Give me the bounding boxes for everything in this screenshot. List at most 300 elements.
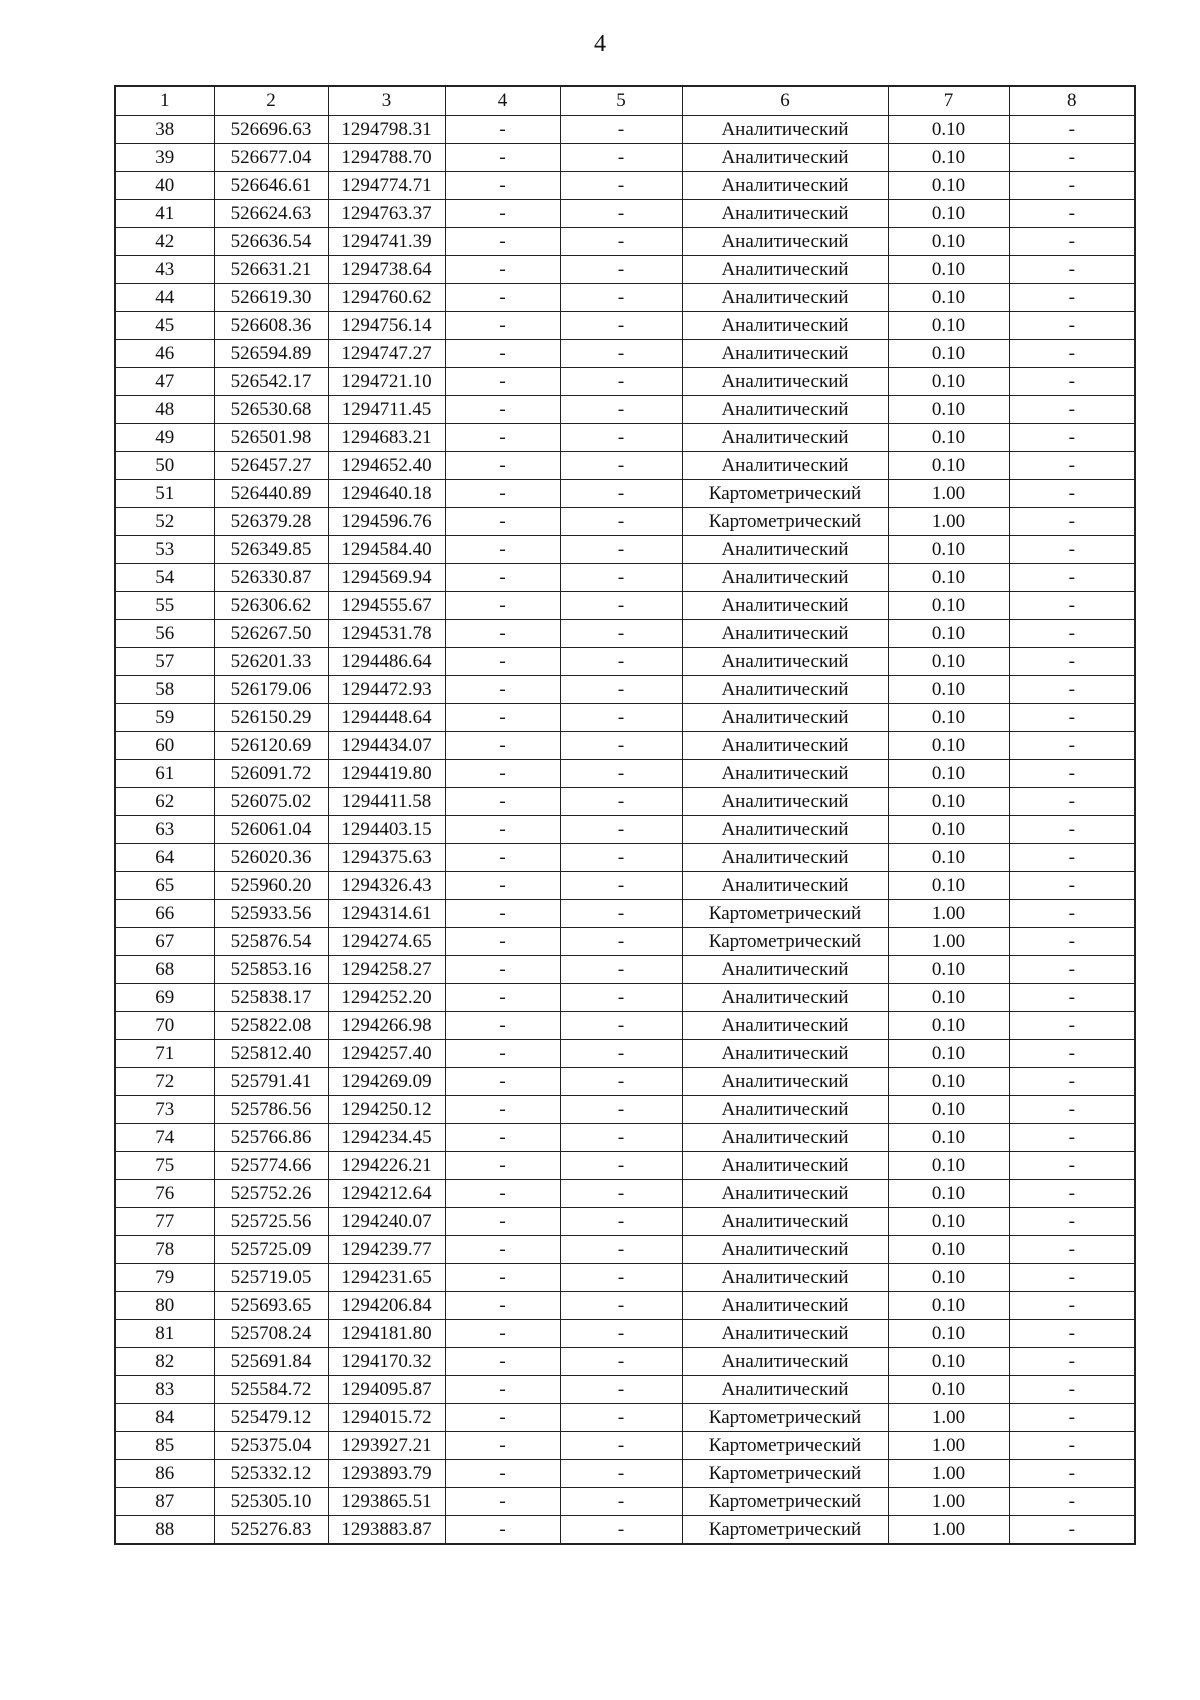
table-row: [115, 535, 1135, 563]
table-row: [115, 143, 1135, 171]
y-coordinate-cell: 1294747.27: [328, 339, 445, 367]
column-5-cell: -: [560, 1263, 682, 1291]
column-4-cell: -: [445, 367, 560, 395]
method-cell: Аналитический: [682, 1319, 888, 1347]
y-coordinate-cell: 1293883.87: [328, 1515, 445, 1544]
table-row: [115, 1515, 1135, 1544]
accuracy-cell: 0.10: [888, 451, 1009, 479]
accuracy-cell: 0.10: [888, 1151, 1009, 1179]
y-coordinate-cell: 1294206.84: [328, 1291, 445, 1319]
y-coordinate-cell: 1294531.78: [328, 619, 445, 647]
table-row: [115, 899, 1135, 927]
method-cell: Аналитический: [682, 339, 888, 367]
column-4-cell: -: [445, 339, 560, 367]
x-coordinate-cell: 525822.08: [214, 1011, 328, 1039]
table-row: [115, 563, 1135, 591]
column-8-cell: -: [1009, 227, 1135, 255]
column-4-cell: -: [445, 731, 560, 759]
column-8-cell: -: [1009, 759, 1135, 787]
column-4-cell: -: [445, 591, 560, 619]
table-row: [115, 1151, 1135, 1179]
column-8-cell: -: [1009, 983, 1135, 1011]
column-4-cell: -: [445, 675, 560, 703]
point-number-cell: 63: [115, 815, 214, 843]
column-4-cell: -: [445, 1319, 560, 1347]
method-cell: Аналитический: [682, 563, 888, 591]
column-5-cell: -: [560, 423, 682, 451]
table-row: [115, 1263, 1135, 1291]
column-8-cell: -: [1009, 1095, 1135, 1123]
y-coordinate-cell: 1294170.32: [328, 1347, 445, 1375]
x-coordinate-cell: 525812.40: [214, 1039, 328, 1067]
column-header: 7: [888, 86, 1009, 115]
point-number-cell: 83: [115, 1375, 214, 1403]
column-4-cell: -: [445, 227, 560, 255]
accuracy-cell: 0.10: [888, 675, 1009, 703]
column-8-cell: -: [1009, 339, 1135, 367]
point-number-cell: 61: [115, 759, 214, 787]
column-5-cell: -: [560, 1403, 682, 1431]
x-coordinate-cell: 526636.54: [214, 227, 328, 255]
point-number-cell: 71: [115, 1039, 214, 1067]
x-coordinate-cell: 525725.56: [214, 1207, 328, 1235]
column-5-cell: -: [560, 171, 682, 199]
method-cell: Аналитический: [682, 787, 888, 815]
accuracy-cell: 0.10: [888, 283, 1009, 311]
accuracy-cell: 0.10: [888, 703, 1009, 731]
method-cell: Аналитический: [682, 1151, 888, 1179]
point-number-cell: 42: [115, 227, 214, 255]
point-number-cell: 80: [115, 1291, 214, 1319]
table-row: [115, 1067, 1135, 1095]
accuracy-cell: 0.10: [888, 647, 1009, 675]
method-cell: Аналитический: [682, 675, 888, 703]
column-4-cell: -: [445, 1375, 560, 1403]
method-cell: Картометрический: [682, 507, 888, 535]
y-coordinate-cell: 1294314.61: [328, 899, 445, 927]
accuracy-cell: 0.10: [888, 1011, 1009, 1039]
table-row: [115, 647, 1135, 675]
column-header: 4: [445, 86, 560, 115]
column-8-cell: -: [1009, 451, 1135, 479]
table-row: [115, 423, 1135, 451]
point-number-cell: 40: [115, 171, 214, 199]
table-row: [115, 367, 1135, 395]
column-4-cell: -: [445, 171, 560, 199]
x-coordinate-cell: 525305.10: [214, 1487, 328, 1515]
column-5-cell: -: [560, 395, 682, 423]
y-coordinate-cell: 1294015.72: [328, 1403, 445, 1431]
column-4-cell: -: [445, 115, 560, 143]
y-coordinate-cell: 1294472.93: [328, 675, 445, 703]
accuracy-cell: 1.00: [888, 899, 1009, 927]
x-coordinate-cell: 525876.54: [214, 927, 328, 955]
x-coordinate-cell: 525786.56: [214, 1095, 328, 1123]
method-cell: Аналитический: [682, 1235, 888, 1263]
column-5-cell: -: [560, 563, 682, 591]
accuracy-cell: 0.10: [888, 1123, 1009, 1151]
column-5-cell: -: [560, 815, 682, 843]
table-row: [115, 451, 1135, 479]
table-row: [115, 1207, 1135, 1235]
method-cell: Аналитический: [682, 1375, 888, 1403]
page-number: 4: [594, 31, 606, 57]
point-number-cell: 82: [115, 1347, 214, 1375]
y-coordinate-cell: 1294252.20: [328, 983, 445, 1011]
column-8-cell: -: [1009, 1319, 1135, 1347]
column-4-cell: -: [445, 283, 560, 311]
accuracy-cell: 0.10: [888, 591, 1009, 619]
column-4-cell: -: [445, 535, 560, 563]
column-8-cell: -: [1009, 927, 1135, 955]
table-row: [115, 1431, 1135, 1459]
column-4-cell: -: [445, 871, 560, 899]
point-number-cell: 86: [115, 1459, 214, 1487]
x-coordinate-cell: 525584.72: [214, 1375, 328, 1403]
table-row: [115, 1235, 1135, 1263]
accuracy-cell: 0.10: [888, 1207, 1009, 1235]
accuracy-cell: 0.10: [888, 731, 1009, 759]
accuracy-cell: 1.00: [888, 927, 1009, 955]
method-cell: Картометрический: [682, 927, 888, 955]
method-cell: Картометрический: [682, 1515, 888, 1544]
column-8-cell: -: [1009, 1011, 1135, 1039]
y-coordinate-cell: 1294738.64: [328, 255, 445, 283]
point-number-cell: 38: [115, 115, 214, 143]
table-row: [115, 1179, 1135, 1207]
x-coordinate-cell: 526696.63: [214, 115, 328, 143]
table-row: [115, 283, 1135, 311]
x-coordinate-cell: 525708.24: [214, 1319, 328, 1347]
x-coordinate-cell: 525853.16: [214, 955, 328, 983]
table-row: [115, 1347, 1135, 1375]
column-4-cell: -: [445, 927, 560, 955]
column-8-cell: -: [1009, 843, 1135, 871]
column-4-cell: -: [445, 1095, 560, 1123]
y-coordinate-cell: 1294555.67: [328, 591, 445, 619]
y-coordinate-cell: 1294788.70: [328, 143, 445, 171]
y-coordinate-cell: 1294240.07: [328, 1207, 445, 1235]
column-4-cell: -: [445, 955, 560, 983]
column-4-cell: -: [445, 1067, 560, 1095]
method-cell: Картометрический: [682, 1459, 888, 1487]
column-4-cell: -: [445, 1179, 560, 1207]
accuracy-cell: 0.10: [888, 339, 1009, 367]
y-coordinate-cell: 1294257.40: [328, 1039, 445, 1067]
accuracy-cell: 0.10: [888, 535, 1009, 563]
point-number-cell: 52: [115, 507, 214, 535]
column-8-cell: -: [1009, 507, 1135, 535]
y-coordinate-cell: 1294434.07: [328, 731, 445, 759]
table-row: [115, 983, 1135, 1011]
accuracy-cell: 0.10: [888, 395, 1009, 423]
x-coordinate-cell: 526075.02: [214, 787, 328, 815]
x-coordinate-cell: 526330.87: [214, 563, 328, 591]
x-coordinate-cell: 526306.62: [214, 591, 328, 619]
point-number-cell: 66: [115, 899, 214, 927]
point-number-cell: 72: [115, 1067, 214, 1095]
method-cell: Аналитический: [682, 1207, 888, 1235]
column-4-cell: -: [445, 1291, 560, 1319]
table-row: [115, 395, 1135, 423]
table-row: [115, 227, 1135, 255]
accuracy-cell: 0.10: [888, 1319, 1009, 1347]
point-number-cell: 41: [115, 199, 214, 227]
column-header: 2: [214, 86, 328, 115]
column-4-cell: -: [445, 479, 560, 507]
point-number-cell: 77: [115, 1207, 214, 1235]
column-4-cell: -: [445, 1347, 560, 1375]
y-coordinate-cell: 1294375.63: [328, 843, 445, 871]
column-5-cell: -: [560, 1347, 682, 1375]
table-row: [115, 787, 1135, 815]
x-coordinate-cell: 525791.41: [214, 1067, 328, 1095]
table-row: [115, 311, 1135, 339]
column-5-cell: -: [560, 115, 682, 143]
table-row: [115, 1291, 1135, 1319]
method-cell: Картометрический: [682, 479, 888, 507]
point-number-cell: 65: [115, 871, 214, 899]
table-row: [115, 759, 1135, 787]
table-row: [115, 255, 1135, 283]
point-number-cell: 75: [115, 1151, 214, 1179]
column-8-cell: -: [1009, 955, 1135, 983]
point-number-cell: 56: [115, 619, 214, 647]
header-row: [115, 86, 1135, 115]
y-coordinate-cell: 1294760.62: [328, 283, 445, 311]
column-4-cell: -: [445, 423, 560, 451]
column-8-cell: -: [1009, 1347, 1135, 1375]
column-4-cell: -: [445, 619, 560, 647]
x-coordinate-cell: 526631.21: [214, 255, 328, 283]
accuracy-cell: 1.00: [888, 507, 1009, 535]
method-cell: Аналитический: [682, 535, 888, 563]
column-5-cell: -: [560, 339, 682, 367]
column-5-cell: -: [560, 1123, 682, 1151]
point-number-cell: 54: [115, 563, 214, 591]
column-4-cell: -: [445, 787, 560, 815]
x-coordinate-cell: 526624.63: [214, 199, 328, 227]
column-5-cell: -: [560, 479, 682, 507]
column-8-cell: -: [1009, 675, 1135, 703]
x-coordinate-cell: 526501.98: [214, 423, 328, 451]
column-4-cell: -: [445, 1263, 560, 1291]
column-5-cell: -: [560, 1235, 682, 1263]
point-number-cell: 49: [115, 423, 214, 451]
x-coordinate-cell: 525933.56: [214, 899, 328, 927]
column-5-cell: -: [560, 1487, 682, 1515]
method-cell: Аналитический: [682, 1263, 888, 1291]
column-5-cell: -: [560, 703, 682, 731]
method-cell: Аналитический: [682, 731, 888, 759]
method-cell: Аналитический: [682, 1291, 888, 1319]
y-coordinate-cell: 1294181.80: [328, 1319, 445, 1347]
y-coordinate-cell: 1294486.64: [328, 647, 445, 675]
method-cell: Аналитический: [682, 955, 888, 983]
x-coordinate-cell: 526440.89: [214, 479, 328, 507]
x-coordinate-cell: 526120.69: [214, 731, 328, 759]
column-5-cell: -: [560, 451, 682, 479]
method-cell: Аналитический: [682, 871, 888, 899]
method-cell: Аналитический: [682, 283, 888, 311]
accuracy-cell: 0.10: [888, 1067, 1009, 1095]
point-number-cell: 73: [115, 1095, 214, 1123]
x-coordinate-cell: 526061.04: [214, 815, 328, 843]
table-row: [115, 955, 1135, 983]
column-8-cell: -: [1009, 367, 1135, 395]
column-4-cell: -: [445, 1515, 560, 1544]
column-5-cell: -: [560, 983, 682, 1011]
column-8-cell: -: [1009, 1179, 1135, 1207]
column-5-cell: -: [560, 1095, 682, 1123]
point-number-cell: 79: [115, 1263, 214, 1291]
y-coordinate-cell: 1294448.64: [328, 703, 445, 731]
method-cell: Аналитический: [682, 395, 888, 423]
x-coordinate-cell: 525774.66: [214, 1151, 328, 1179]
table-row: [115, 731, 1135, 759]
accuracy-cell: 1.00: [888, 1431, 1009, 1459]
column-8-cell: -: [1009, 311, 1135, 339]
table-row: [115, 927, 1135, 955]
accuracy-cell: 1.00: [888, 1403, 1009, 1431]
column-5-cell: -: [560, 647, 682, 675]
method-cell: Аналитический: [682, 1123, 888, 1151]
column-8-cell: -: [1009, 1291, 1135, 1319]
x-coordinate-cell: 525691.84: [214, 1347, 328, 1375]
column-5-cell: -: [560, 1039, 682, 1067]
column-5-cell: -: [560, 367, 682, 395]
method-cell: Аналитический: [682, 1347, 888, 1375]
accuracy-cell: 0.10: [888, 1235, 1009, 1263]
column-4-cell: -: [445, 1039, 560, 1067]
column-5-cell: -: [560, 199, 682, 227]
x-coordinate-cell: 525725.09: [214, 1235, 328, 1263]
x-coordinate-cell: 525693.65: [214, 1291, 328, 1319]
point-number-cell: 78: [115, 1235, 214, 1263]
table-row: [115, 619, 1135, 647]
x-coordinate-cell: 525719.05: [214, 1263, 328, 1291]
column-8-cell: -: [1009, 479, 1135, 507]
column-header: 1: [115, 86, 214, 115]
point-number-cell: 53: [115, 535, 214, 563]
column-5-cell: -: [560, 759, 682, 787]
method-cell: Аналитический: [682, 1011, 888, 1039]
column-4-cell: -: [445, 703, 560, 731]
column-8-cell: -: [1009, 199, 1135, 227]
y-coordinate-cell: 1294721.10: [328, 367, 445, 395]
point-number-cell: 50: [115, 451, 214, 479]
y-coordinate-cell: 1294596.76: [328, 507, 445, 535]
column-4-cell: -: [445, 451, 560, 479]
column-5-cell: -: [560, 1207, 682, 1235]
column-header: 6: [682, 86, 888, 115]
column-5-cell: -: [560, 535, 682, 563]
y-coordinate-cell: 1294763.37: [328, 199, 445, 227]
column-5-cell: -: [560, 1319, 682, 1347]
method-cell: Картометрический: [682, 1431, 888, 1459]
column-8-cell: -: [1009, 647, 1135, 675]
method-cell: Аналитический: [682, 199, 888, 227]
point-number-cell: 76: [115, 1179, 214, 1207]
column-4-cell: -: [445, 815, 560, 843]
column-4-cell: -: [445, 1459, 560, 1487]
column-8-cell: -: [1009, 1487, 1135, 1515]
method-cell: Аналитический: [682, 423, 888, 451]
method-cell: Аналитический: [682, 983, 888, 1011]
point-number-cell: 62: [115, 787, 214, 815]
column-4-cell: -: [445, 1151, 560, 1179]
x-coordinate-cell: 526457.27: [214, 451, 328, 479]
column-8-cell: -: [1009, 1123, 1135, 1151]
method-cell: Картометрический: [682, 1403, 888, 1431]
method-cell: Аналитический: [682, 843, 888, 871]
point-number-cell: 60: [115, 731, 214, 759]
y-coordinate-cell: 1294652.40: [328, 451, 445, 479]
accuracy-cell: 0.10: [888, 1095, 1009, 1123]
y-coordinate-cell: 1294250.12: [328, 1095, 445, 1123]
table-row: [115, 871, 1135, 899]
column-5-cell: -: [560, 1431, 682, 1459]
column-8-cell: -: [1009, 591, 1135, 619]
table-row: [115, 815, 1135, 843]
point-number-cell: 47: [115, 367, 214, 395]
column-4-cell: -: [445, 647, 560, 675]
accuracy-cell: 0.10: [888, 227, 1009, 255]
point-number-cell: 46: [115, 339, 214, 367]
y-coordinate-cell: 1294411.58: [328, 787, 445, 815]
y-coordinate-cell: 1294711.45: [328, 395, 445, 423]
y-coordinate-cell: 1294095.87: [328, 1375, 445, 1403]
y-coordinate-cell: 1293865.51: [328, 1487, 445, 1515]
accuracy-cell: 0.10: [888, 255, 1009, 283]
method-cell: Аналитический: [682, 815, 888, 843]
accuracy-cell: 0.10: [888, 115, 1009, 143]
point-number-cell: 70: [115, 1011, 214, 1039]
y-coordinate-cell: 1294239.77: [328, 1235, 445, 1263]
accuracy-cell: 0.10: [888, 619, 1009, 647]
method-cell: Аналитический: [682, 367, 888, 395]
table-row: [115, 675, 1135, 703]
column-header: 3: [328, 86, 445, 115]
column-8-cell: -: [1009, 535, 1135, 563]
column-5-cell: -: [560, 227, 682, 255]
point-number-cell: 55: [115, 591, 214, 619]
column-4-cell: -: [445, 143, 560, 171]
method-cell: Аналитический: [682, 255, 888, 283]
point-number-cell: 84: [115, 1403, 214, 1431]
column-8-cell: -: [1009, 395, 1135, 423]
column-5-cell: -: [560, 1375, 682, 1403]
column-4-cell: -: [445, 843, 560, 871]
column-4-cell: -: [445, 899, 560, 927]
x-coordinate-cell: 525375.04: [214, 1431, 328, 1459]
column-8-cell: -: [1009, 899, 1135, 927]
table-row: [115, 507, 1135, 535]
table-row: [115, 703, 1135, 731]
column-5-cell: -: [560, 675, 682, 703]
accuracy-cell: 0.10: [888, 843, 1009, 871]
method-cell: Аналитический: [682, 227, 888, 255]
y-coordinate-cell: 1294741.39: [328, 227, 445, 255]
column-header: 8: [1009, 86, 1135, 115]
accuracy-cell: 0.10: [888, 787, 1009, 815]
x-coordinate-cell: 525479.12: [214, 1403, 328, 1431]
table-row: [115, 115, 1135, 143]
method-cell: Аналитический: [682, 1067, 888, 1095]
column-8-cell: -: [1009, 1515, 1135, 1544]
y-coordinate-cell: 1294774.71: [328, 171, 445, 199]
y-coordinate-cell: 1294640.18: [328, 479, 445, 507]
